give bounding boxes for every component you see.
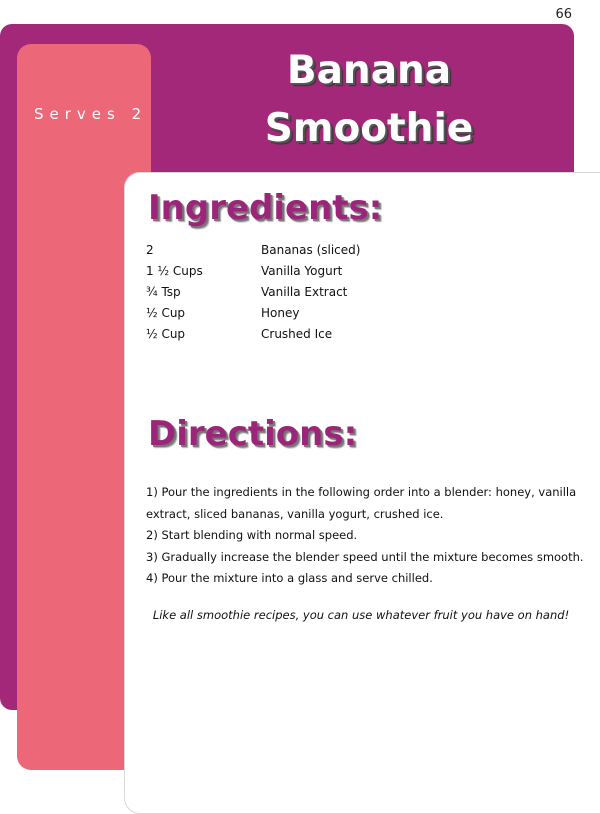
serves-label: Serves 2	[34, 105, 148, 123]
ingredients-table	[146, 243, 466, 348]
direction-line: 2) Start blending with normal speed.	[146, 528, 358, 542]
recipe-title	[240, 42, 498, 158]
ingredient-row	[146, 327, 466, 348]
ingredient-quantity: 1 ½ Cups	[146, 264, 203, 278]
page-number: 66	[555, 7, 572, 22]
ingredient-quantity: 2	[146, 243, 154, 257]
ingredient-row	[146, 285, 466, 306]
ingredients-heading: Ingredients:	[148, 188, 383, 228]
title-line-1: Banana	[286, 48, 452, 93]
ingredient-row	[146, 306, 466, 327]
ingredient-name: Vanilla Yogurt	[261, 264, 343, 278]
ingredient-quantity: ¾ Tsp	[146, 285, 181, 299]
direction-line: 1) Pour the ingredients in the following order into a blender: honey, vanilla	[146, 485, 577, 499]
ingredient-quantity: ½ Cup	[146, 306, 186, 320]
ingredient-name: Vanilla Extract	[261, 285, 348, 299]
directions-heading: Directions:	[148, 414, 358, 454]
ingredient-name: Honey	[261, 306, 300, 320]
ingredient-name: Bananas (sliced)	[261, 243, 361, 257]
title-line-2: Smoothie	[264, 106, 474, 151]
direction-line: extract, sliced bananas, vanilla yogurt, crushed ice.	[146, 506, 444, 521]
ingredient-row	[146, 243, 466, 264]
directions-list	[146, 482, 584, 590]
direction-line: 4) Pour the mixture into a glass and serve chilled.	[146, 571, 433, 585]
ingredient-quantity: ½ Cup	[146, 327, 186, 341]
ingredient-row	[146, 264, 466, 285]
direction-line: 3) Gradually increase the blender speed until the mixture becomes smooth.	[146, 549, 584, 564]
ingredient-name: Crushed Ice	[261, 327, 333, 341]
recipe-note: Like all smoothie recipes, you can use whatever fruit you have on hand!	[152, 608, 570, 622]
